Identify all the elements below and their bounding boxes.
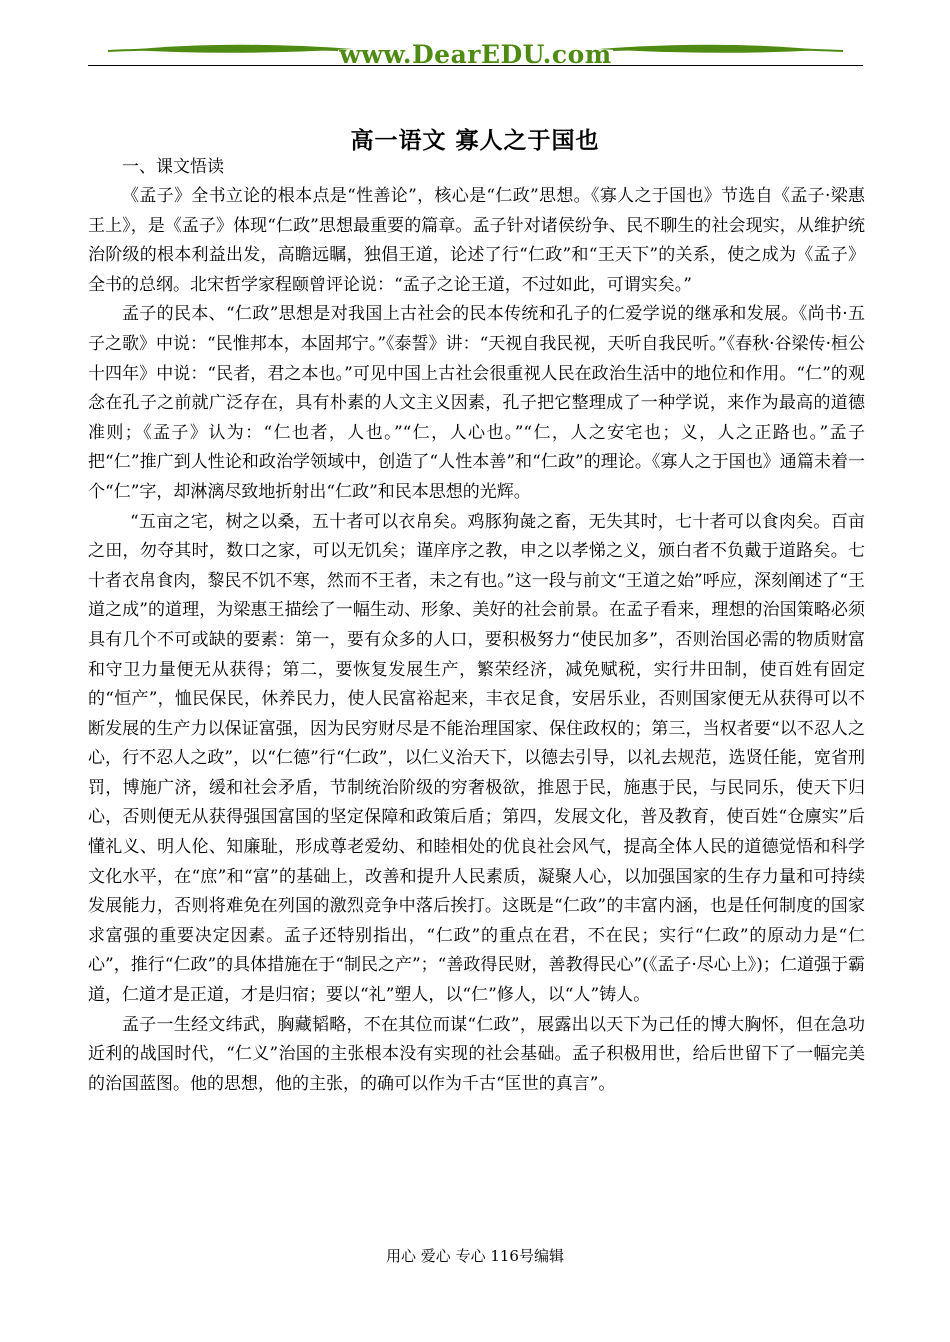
paragraph: “五亩之宅，树之以桑，五十者可以衣帛矣。鸡豚狗彘之畜，无失其时，七十者可以食肉矣。百亩之田，勿夺其时，数口之家，可以无饥矣；谨庠序之教，申之以孝悌之义，颁白者不负戴于道路矣。七十者衣帛食肉，黎民不饥不寒，然而不王者，未之有也。”这一段与前文“王道之始”呼应，深刻阐述了“王道之成”的道理，为梁惠王描绘了一幅生动、形象、美好的社会前景。在孟子看来，理想的治国策略必须具有几个不可或缺的要素：第一，要有众多的人口，要积极努力“使民加多”，否则治国必需的物质财富和守卫力量便无从获得；第二，要恢复发展生产，繁荣经济，减免赋税，实行井田制，使百姓有固定的“恒产”，恤民保民，休养民力，使人民富裕起来，丰衣足食，安居乐业，否则国家便无从获得可以不断发展的生产力以保证富强，因为民穷财尽是不能治理国家、保住政权的；第三，当权者要“以不忍人之心，行不忍人之政”，以“仁德”行“仁政”，以仁义治天下，以德去引导，以礼去规范，选贤任能，宽省刑罚，博施广济，缓和社会矛盾，节制统治阶级的穷奢极欲，推恩于民，施惠于民，与民同乐，使天下归心，否则便无从获得强国富国的坚定保障和政策后盾；第四，发展文化，普及教育，使百姓“仓廪实”后懂礼义、明人伦、知廉耻，形成尊老爱幼、和睦相处的优良社会风气，提高全体人民的道德觉悟和科学文化水平，在“庶”和“富”的基础上，改善和提升人民素质，凝聚人心，以加强国家的生存力量和可持续发展能力，否则将难免在列国的激烈竞争中落后挨打。这既是“仁政”的丰富内涵，也是任何制度的国家求富强的重要决定因素。孟子还特别指出，“仁政”的重点在君，不在民；实行“仁政”的原动力是“仁心”，推行“仁政”的具体措施在于“制民之产”；“善政得民财，善教得民心”(《孟子·尽心上》)；仁道强于霸道，仁道才是正道，才是归宿；要以“礼”塑人，以“仁”修人，以“人”铸人。 [88, 511, 865, 1006]
site-logo: www.DearEDU.com [339, 40, 612, 69]
document-body [88, 155, 865, 1099]
page-footer: 用心 爱心 专心 116号编辑 [386, 1247, 564, 1265]
paragraph: 孟子一生经文纬武，胸藏韬略，不在其位而谋“仁政”，展露出以天下为己任的博大胸怀，但在急功近利的战国时代，“仁义”治国的主张根本没有实现的社会基础。孟子积极用世，给后世留下了一幅完美的治国蓝图。他的思想，他的主张，的确可以作为千古“匡世的真言”。 [88, 1014, 865, 1094]
document-title: 高一语文 寡人之于国也 [350, 127, 600, 154]
header-rule [88, 65, 863, 66]
paragraph: 《孟子》全书立论的根本点是“性善论”，核心是“仁政”思想。《寡人之于国也》节选自《孟子·梁惠王上》，是《孟子》体现“仁政”思想最重要的篇章。孟子针对诸侯纷争、民不聊生的社会现实，从维护统治阶级的根本利益出发，高瞻远瞩，独倡王道，论述了行“仁政”和“王天下”的关系，使之成为《孟子》全书的总纲。北宋哲学家程颐曾评论说：“孟子之论王道，不过如此，可谓实矣。” [88, 186, 865, 295]
section-heading: 一、课文悟读 [122, 157, 224, 177]
paragraph: 孟子的民本、“仁政”思想是对我国上古社会的民本传统和孔子的仁爱学说的继承和发展。《尚书·五子之歌》中说：“民惟邦本，本固邦宁。”《泰誓》讲：“天视自我民视，天听自我民听。”《春秋·谷梁传·桓公十四年》中说：“民者，君之本也。”可见中国上古社会很重视人民在政治生活中的地位和作用。“仁”的观念在孔子之前就广泛存在，具有朴素的人文主义因素，孔子把它整理成了一种学说，来作为最高的道德准则；《孟子》认为：“仁也者，人也。”“仁，人心也。”“仁，人之安宅也；义，人之正路也。”孟子把“仁”推广到人性论和政治学领域中，创造了“人性本善”和“仁政”的理论。《寡人之于国也》通篇未着一个“仁”字，却淋漓尽致地折射出“仁政”和民本思想的光辉。 [88, 304, 865, 502]
